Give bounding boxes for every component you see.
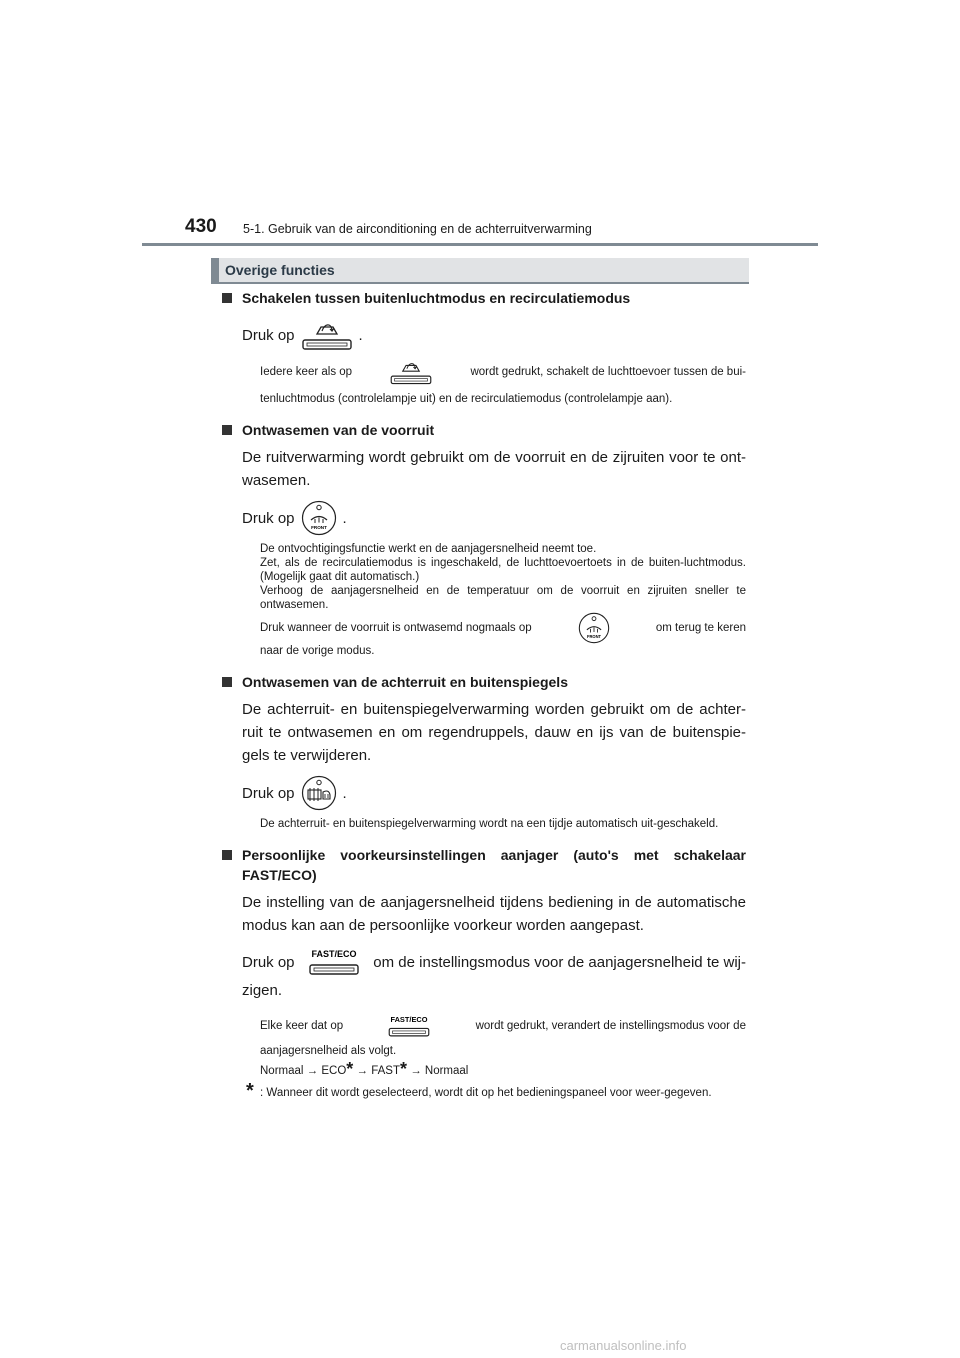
bullet-square-icon <box>222 293 232 303</box>
fast-eco-icon-label: FAST/ECO <box>311 949 357 959</box>
running-head: 5-1. Gebruik van de airconditioning en de achterruitverwarming <box>243 222 592 236</box>
content <box>222 288 746 1101</box>
bullet-square-icon <box>222 425 232 435</box>
note-fan-preference: Elke keer dat op FAST/ECO wordt gedrukt, verandert de instellingsmodus voor de aanjagersnelheid als volgt. Normaal → ECO* → FAST* → Normaal <box>222 1012 746 1078</box>
heading-recirculation: Schakelen tussen buitenluchtmodus en recirculatiemodus <box>222 288 746 308</box>
section-bar-accent <box>211 258 219 284</box>
bullet-square-icon <box>222 677 232 687</box>
fast-eco-button-icon <box>308 945 360 979</box>
body-fan-preference: De instelling van de aanjagersnelheid tijdens bediening in de automatische modus kan aan de persoonlijke voorkeur worden aangepast. <box>242 894 746 934</box>
note-recirculation: Iedere keer als op wordt gedrukt, schakelt de luchttoevoer tussen de bui- tenluchtmodus (controlelampje uit) en de recirculatiemodus (controlelampje aan). <box>222 358 746 406</box>
body-rear-defog: De achterruit- en buitenspiegelverwarming worden gebruikt om de achter-ruit te ontwasemen en om regendruppels, dauw en ijs van de buitenspie-gels te verwijderen. <box>242 701 746 764</box>
recirculation-button-icon <box>301 318 353 352</box>
fast-eco-icon-label: FAST/ECO <box>390 1014 428 1024</box>
watermark: carmanualsonline.info <box>560 1338 687 1353</box>
section-bar <box>211 258 749 284</box>
front-defroster-button-icon <box>301 500 337 536</box>
note-front-defog: De ontvochtigingsfunctie werkt en de aanjagersnelheid neemt toe. Zet, als de recirculatiemodus is ingeschakeld, de luchttoevoertoets in de buiten-luchtmodus. (Mogelijk gaat dit automatisch.) Verhoog de aanjagersnelheid en de temperatuur om de voorruit en zijruiten sneller te ontwasemen. Druk wanneer de voorruit is ontwasemd nogmaals op FRONT om terug te keren naar de vorige modus. <box>260 543 746 657</box>
recirculation-button-icon <box>388 358 434 386</box>
heading-fan-preference: Persoonlijke voorkeursinstellingen aanjager (auto's met schakelaar FAST/ECO) <box>222 845 746 885</box>
body-front-defog: De ruitverwarming wordt gebruikt om de voorruit en de zijruiten voor te ont-wasemen. <box>242 449 746 489</box>
note-rear-defog: De achterruit- en buitenspiegelverwarming wordt na een tijdje automatisch uit-geschakeld. <box>260 818 719 830</box>
footnote: * : Wanneer dit wordt geselecteerd, wordt dit op het bedieningspaneel voor weer-gegeven. <box>246 1080 712 1102</box>
front-defroster-button-icon <box>578 612 610 644</box>
heading-front-defog: Ontwasemen van de voorruit <box>222 420 746 440</box>
front-icon-label: FRONT <box>310 525 327 530</box>
section-title: Overige functies <box>225 262 335 278</box>
page-number: 430 <box>185 216 217 237</box>
press-row-recirculation: Druk op . <box>222 318 746 352</box>
rear-defogger-button-icon <box>301 775 337 811</box>
heading-rear-defog: Ontwasemen van de achterruit en buitenspiegels <box>222 672 746 692</box>
fast-eco-button-icon <box>386 1012 432 1040</box>
front-icon-label: FRONT <box>586 633 601 639</box>
press-row-rear-defog: Druk op . <box>222 775 746 811</box>
mode-sequence: Normaal → ECO* → FAST* → Normaal <box>260 1059 469 1079</box>
header-rule <box>142 243 818 246</box>
press-row-front-defog: Druk op FRONT . <box>222 500 746 536</box>
press-row-fast-eco: Druk op FAST/ECO om de instellingsmodus voor de aanjagersnelheid te wij- zigen. <box>222 945 746 1002</box>
bullet-square-icon <box>222 850 232 860</box>
